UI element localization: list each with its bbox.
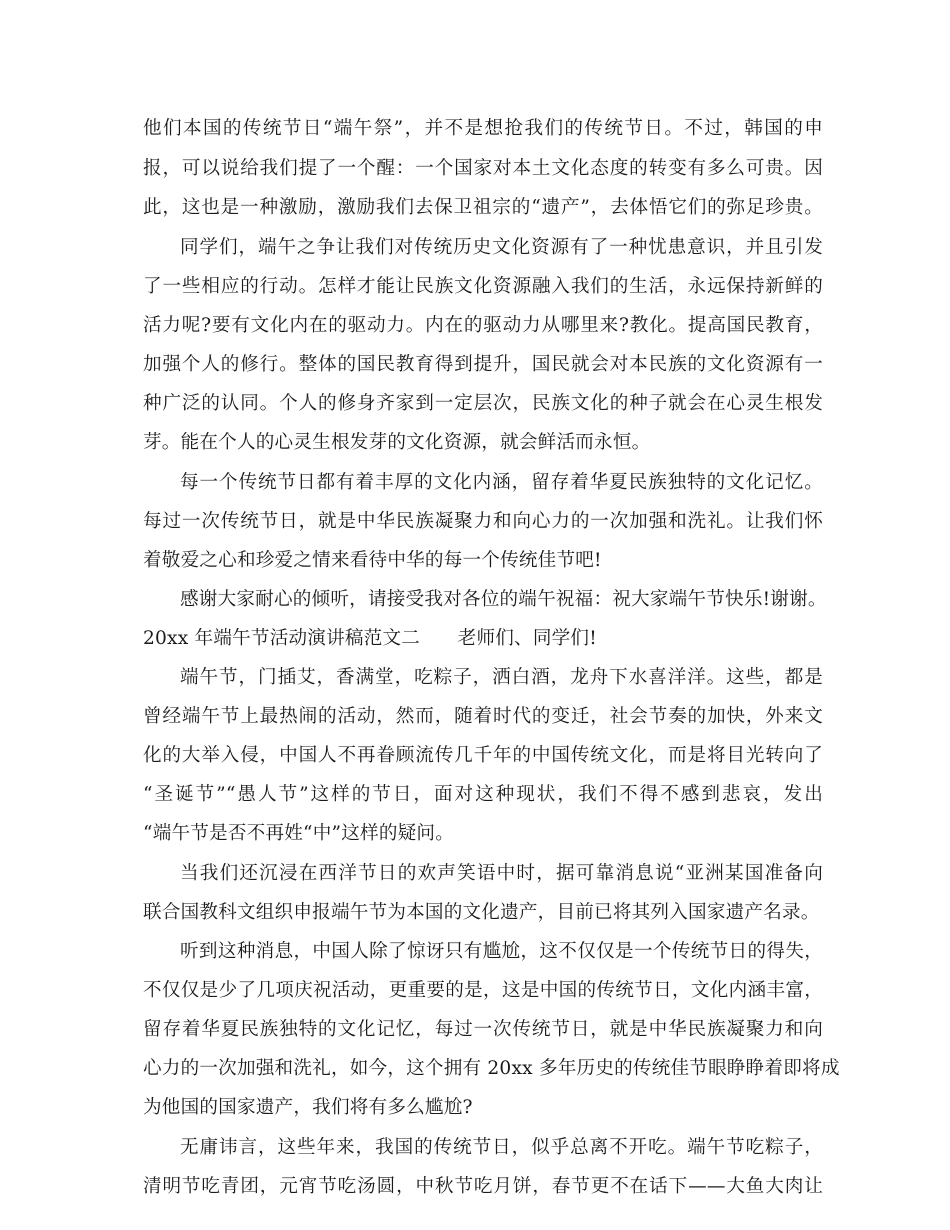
text-line: 为他国的国家遗产，我们将有多么尴尬? [143,1097,473,1118]
text-line: 清明节吃青团，元宵节吃汤圆，中秋节吃月饼，春节更不在话下——大鱼大肉让 [143,1176,823,1197]
text-line: 听到这种消息，中国人除了惊讶只有尴尬，这不仅仅是一个传统节日的得失， [180,941,823,962]
text-line: 留存着华夏民族独特的文化记忆，每过一次传统节日，就是中华民族凝聚力和向 [143,1019,823,1040]
text-line: 联合国教科文组织申报端午节为本国的文化遗产，目前已将其列入国家遗产名录。 [143,902,820,923]
text-line: 当我们还沉浸在西洋节日的欢声笑语中时，据可靠消息说“亚洲某国准备向 [180,863,823,884]
text-line: 化的大举入侵，中国人不再眷顾流传几千年的中国传统文化，而是将目光转向了 [143,745,823,766]
text-line: 芽。能在个人的心灵生根发芽的文化资源，就会鲜活而永恒。 [143,432,651,453]
text-line: 端午节，门插艾，香满堂，吃粽子，洒白酒，龙舟下水喜洋洋。这些，都是 [180,667,823,688]
text-line: 种广泛的认同。个人的修身齐家到一定层次，民族文化的种子就会在心灵生根发 [143,393,823,414]
text-line: “端午节是否不再姓“中”这样的疑问。 [143,823,455,844]
text-line: 每过一次传统节日，就是中华民族凝聚力和向心力的一次加强和洗礼。让我们怀 [143,511,823,532]
text-line: 活力呢?要有文化内在的驱动力。内在的驱动力从哪里来?教化。提高国民教育， [143,315,823,336]
text-line: 心力的一次加强和洗礼，如今，这个拥有 20xx 多年历史的传统佳节眼睁睁着即将成 [143,1058,840,1079]
text-line: 曾经端午节上最热闹的活动，然而，随着时代的变迁，社会节奏的加快，外来文 [143,706,823,727]
text-line: 了一些相应的行动。怎样才能让民族文化资源融入我们的生活，永远保持新鲜的 [143,276,823,297]
text-line: 不仅仅是少了几项庆祝活动，更重要的是，这是中国的传统节日，文化内涵丰富， [143,980,823,1001]
text-line: 报，可以说给我们提了一个醒：一个国家对本土文化态度的转变有多么可贵。因 [143,158,823,179]
text-line: 感谢大家耐心的倾听，请接受我对各位的端午祝福：祝大家端午节快乐!谢谢。 [180,589,827,610]
text-line: 无庸讳言，这些年来，我国的传统节日，似乎总离不开吃。端午节吃粽子， [180,1137,823,1158]
text-line: 此，这也是一种激励，激励我们去保卫祖宗的“遗产”，去体悟它们的弥足珍贵。 [143,197,823,218]
text-line: 他们本国的传统节日“端午祭”，并不是想抢我们的传统节日。不过，韩国的申 [143,118,823,139]
text-line: “圣诞节”“愚人节”这样的节日，面对这种现状，我们不得不感到悲哀，发出 [143,784,823,805]
text-line: 加强个人的修行。整体的国民教育得到提升，国民就会对本民族的文化资源有一 [143,354,823,375]
section-heading-line: 20xx 年端午节活动演讲稿范文二 老师们、同学们! [143,628,597,649]
text-line: 着敬爱之心和珍爱之情来看待中华的每一个传统佳节吧! [143,550,602,571]
text-line: 同学们，端午之争让我们对传统历史文化资源有了一种忧患意识，并且引发 [180,237,823,258]
text-line: 每一个传统节日都有着丰厚的文化内涵，留存着华夏民族独特的文化记忆。 [180,472,823,493]
